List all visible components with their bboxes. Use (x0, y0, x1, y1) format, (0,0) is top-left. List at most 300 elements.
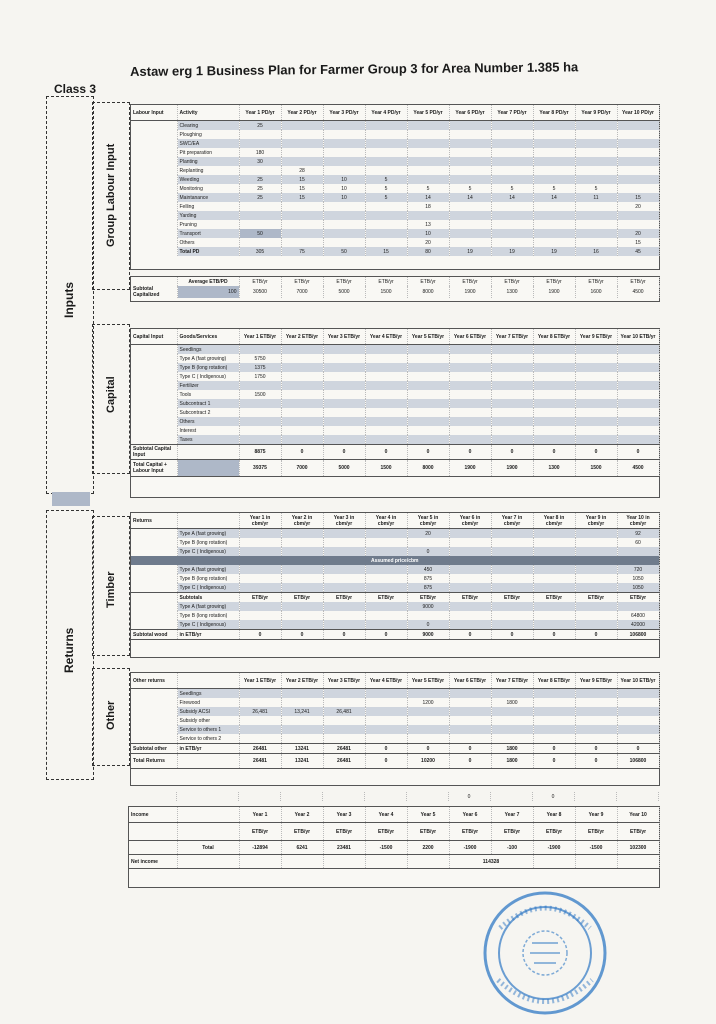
value-cell (575, 716, 617, 725)
value-cell (365, 139, 407, 148)
value-cell: 64800 (617, 611, 659, 620)
value-cell (323, 611, 365, 620)
value-cell: 720 (617, 565, 659, 574)
table-row (131, 547, 659, 556)
value-cell (533, 372, 575, 381)
unit-cell: ETB/yr (533, 823, 575, 841)
value-cell (281, 381, 323, 390)
value-cell (617, 211, 659, 220)
subtotal-cell: 0 (365, 744, 407, 754)
value-cell (323, 211, 365, 220)
value-cell (323, 381, 365, 390)
value-cell (239, 611, 281, 620)
capital-table-frame (130, 328, 660, 498)
value-cell (617, 345, 659, 355)
table-row (131, 157, 659, 166)
value-cell (281, 399, 323, 408)
value-cell (533, 725, 575, 734)
value-cell (407, 611, 449, 620)
value-cell (239, 734, 281, 744)
value-cell (533, 716, 575, 725)
value-cell: 15 (281, 193, 323, 202)
value-cell (491, 611, 533, 620)
value-cell (491, 435, 533, 445)
value-cell: 10 (323, 175, 365, 184)
value-cell (239, 130, 281, 139)
subtotal-cell: 4500 (617, 286, 659, 298)
value-cell: 1050 (617, 574, 659, 583)
value-cell (323, 725, 365, 734)
value-cell (575, 602, 617, 611)
value-cell (239, 565, 281, 574)
subtotal-cell: 0 (491, 445, 533, 460)
value-cell (491, 390, 533, 399)
value-cell (407, 390, 449, 399)
value-cell (365, 408, 407, 417)
value-cell (323, 148, 365, 157)
value-cell (491, 417, 533, 426)
value-cell (491, 547, 533, 556)
subtotal-cell: 0 (281, 445, 323, 460)
row-label: Total PD (177, 247, 239, 256)
labour-rows (131, 121, 659, 257)
average-value: 100 (177, 286, 239, 298)
value-cell: 60 (617, 538, 659, 547)
year-header: Year 1 (239, 807, 281, 823)
year-header: Year 6 ETB/yr (449, 673, 491, 689)
value-cell (365, 166, 407, 175)
total-cell: 1800 (491, 754, 533, 769)
total-cell: 8000 (407, 460, 449, 477)
value-cell (323, 139, 365, 148)
value-cell (239, 716, 281, 725)
subtotal-cell: 0 (365, 630, 407, 640)
year-header: Year 4 PD/yr (365, 105, 407, 121)
value-cell (239, 547, 281, 556)
unit-cell: ETB/yr (323, 277, 365, 286)
value-cell (365, 211, 407, 220)
value-cell: 13,241 (281, 707, 323, 716)
unit-cell: ETB/yr (575, 277, 617, 286)
table-row (131, 175, 659, 184)
table-row (131, 698, 659, 707)
value-cell (491, 725, 533, 734)
value-cell (449, 372, 491, 381)
value-cell (491, 372, 533, 381)
value-cell (365, 157, 407, 166)
value-cell (575, 345, 617, 355)
capital-header: Capital Input (131, 329, 177, 345)
year-header: Year 4 ETB/yr (365, 673, 407, 689)
value-cell (575, 121, 617, 131)
year-header: Year 8 ETB/yr (533, 329, 575, 345)
timber-volume-rows (131, 529, 659, 557)
year-header: Year 2 PD/yr (281, 105, 323, 121)
value-cell (575, 426, 617, 435)
value-cell (617, 139, 659, 148)
value-cell (323, 166, 365, 175)
value-cell (239, 538, 281, 547)
unit-cell: ETB/yr (491, 277, 533, 286)
value-cell (407, 435, 449, 445)
year-header: Year 2 ETB/yr (281, 673, 323, 689)
value-cell: 1200 (407, 698, 449, 707)
value-cell (407, 345, 449, 355)
value-cell: 15 (617, 193, 659, 202)
timber-value-rows (131, 602, 659, 630)
value-cell (575, 220, 617, 229)
value-cell (323, 408, 365, 417)
value-cell (407, 725, 449, 734)
value-cell: 875 (407, 574, 449, 583)
total-cell: 10200 (407, 754, 449, 769)
unit-cell: ETB/yr (617, 823, 659, 841)
value-cell: 0 (407, 547, 449, 556)
subtotals-label: Subtotals (177, 593, 239, 603)
value-cell (281, 220, 323, 229)
row-label: Type B (long rotation) (177, 574, 239, 583)
value-cell (533, 574, 575, 583)
average-label: Average ETB/PD (177, 277, 239, 286)
total-cell: 0 (533, 754, 575, 769)
value-cell (239, 689, 281, 699)
total-cell: 106800 (617, 754, 659, 769)
value-cell (323, 734, 365, 744)
value-cell (407, 372, 449, 381)
income-cell: 2200 (407, 841, 449, 855)
row-label: Interest (177, 426, 239, 435)
year-header: Year 5 ETB/yr (407, 329, 449, 345)
value-cell: 28 (281, 166, 323, 175)
value-cell (533, 202, 575, 211)
value-cell (365, 148, 407, 157)
value-cell (533, 175, 575, 184)
row-label: Service to others 2 (177, 734, 239, 744)
value-cell (575, 372, 617, 381)
value-cell (491, 229, 533, 238)
subtotal-cell: 0 (323, 445, 365, 460)
row-label: Type B (long rotation) (177, 611, 239, 620)
value-cell (491, 148, 533, 157)
income-table (129, 807, 660, 869)
value-cell (281, 363, 323, 372)
row-label: Subcontract 2 (177, 408, 239, 417)
value-cell (575, 435, 617, 445)
row-label: Transport (177, 229, 239, 238)
subtotal-cell: 0 (491, 630, 533, 640)
value-cell (491, 583, 533, 593)
value-cell (575, 547, 617, 556)
value-cell (281, 121, 323, 131)
unit-cell: ETB/yr (323, 593, 365, 603)
value-cell (281, 157, 323, 166)
value-cell (407, 716, 449, 725)
subtotal-cell: 8875 (239, 445, 281, 460)
value-cell (365, 220, 407, 229)
value-cell (533, 130, 575, 139)
value-cell (407, 707, 449, 716)
value-cell (281, 734, 323, 744)
year-header: Year 7 ETB/yr (491, 329, 533, 345)
income-cell: -12894 (239, 841, 281, 855)
value-cell (239, 698, 281, 707)
value-cell (365, 725, 407, 734)
year-header: Year 8 ETB/yr (533, 673, 575, 689)
value-cell (533, 611, 575, 620)
year-header: Year 3 ETB/yr (323, 673, 365, 689)
value-cell (281, 602, 323, 611)
subtotal-cell: 0 (575, 744, 617, 754)
unit-cell: ETB/yr (239, 277, 281, 286)
value-cell (365, 130, 407, 139)
value-cell (533, 620, 575, 630)
value-cell (407, 139, 449, 148)
subtotal-cell: 9000 (407, 630, 449, 640)
value-cell (365, 354, 407, 363)
value-cell (365, 202, 407, 211)
row-label: Clearing (177, 121, 239, 131)
value-cell (449, 130, 491, 139)
class-label: Class 3 (54, 82, 97, 96)
value-cell (407, 166, 449, 175)
value-cell (323, 417, 365, 426)
table-row (131, 345, 659, 355)
value-cell (533, 426, 575, 435)
value-cell: 20 (407, 529, 449, 539)
unit-cell: ETB/yr (449, 823, 491, 841)
value-cell (575, 211, 617, 220)
value-cell (407, 538, 449, 547)
value-cell (407, 363, 449, 372)
value-cell (239, 202, 281, 211)
value-cell: 5 (365, 184, 407, 193)
total-cell: 7000 (281, 460, 323, 477)
year-header: Year 10 ETB/yr (617, 329, 659, 345)
value-cell: 14 (491, 193, 533, 202)
extra-cell (238, 792, 280, 801)
value-cell (491, 354, 533, 363)
year-header: Year 3 PD/yr (323, 105, 365, 121)
total-cell: 1300 (533, 460, 575, 477)
value-cell: 5 (491, 184, 533, 193)
value-cell: 15 (281, 184, 323, 193)
value-cell (449, 408, 491, 417)
value-cell (617, 716, 659, 725)
grey-marker (52, 492, 90, 506)
value-cell (365, 345, 407, 355)
value-cell: 10 (323, 193, 365, 202)
total-cell: 0 (449, 754, 491, 769)
value-cell: 305 (239, 247, 281, 256)
value-cell (365, 229, 407, 238)
value-cell (239, 435, 281, 445)
extra-cell (364, 792, 406, 801)
value-cell (407, 689, 449, 699)
subtotal-cell: 0 (449, 744, 491, 754)
unit-cell: ETB/yr (491, 823, 533, 841)
income-cell: 102300 (617, 841, 659, 855)
value-cell (617, 399, 659, 408)
value-cell (281, 408, 323, 417)
total-returns-label: Total Returns (131, 754, 177, 769)
value-cell (449, 538, 491, 547)
value-cell (281, 148, 323, 157)
row-label: Others (177, 417, 239, 426)
page-title: Astaw erg 1 Business Plan for Farmer Group 3 for Area Number 1.385 ha (130, 59, 579, 79)
value-cell (491, 211, 533, 220)
value-cell (449, 565, 491, 574)
value-cell: 19 (491, 247, 533, 256)
unit-cell: ETB/yr (239, 593, 281, 603)
value-cell (407, 157, 449, 166)
table-row (131, 202, 659, 211)
value-cell (575, 417, 617, 426)
value-cell (323, 538, 365, 547)
extra-cell: 0 (532, 792, 574, 801)
value-cell: 15 (617, 238, 659, 247)
value-cell (239, 602, 281, 611)
table-row (131, 238, 659, 247)
value-cell (449, 363, 491, 372)
total-cell: 1500 (575, 460, 617, 477)
value-cell (365, 734, 407, 744)
value-cell (491, 381, 533, 390)
official-stamp (480, 888, 610, 1018)
value-cell (281, 435, 323, 445)
value-cell (533, 238, 575, 247)
value-cell (449, 148, 491, 157)
value-cell (323, 238, 365, 247)
table-row (131, 574, 659, 583)
value-cell (575, 538, 617, 547)
subtotal-cell: 0 (533, 630, 575, 640)
value-cell: 30 (239, 157, 281, 166)
value-cell (365, 238, 407, 247)
subtotal-other-label: Subtotal other (131, 744, 177, 754)
labour-subtotal-frame (130, 276, 660, 302)
extra-cell: 0 (448, 792, 490, 801)
value-cell (617, 707, 659, 716)
subtotal-cell: 0 (239, 630, 281, 640)
value-cell (239, 426, 281, 435)
value-cell (533, 538, 575, 547)
value-cell (533, 229, 575, 238)
value-cell (449, 620, 491, 630)
income-cell: 23481 (323, 841, 365, 855)
table-row (131, 121, 659, 131)
value-cell (449, 390, 491, 399)
value-cell: 5 (449, 184, 491, 193)
activity-header: Activity (177, 105, 239, 121)
year-header: Year 6 PD/yr (449, 105, 491, 121)
row-label: Type C ( Indigenous) (177, 620, 239, 630)
value-cell (323, 426, 365, 435)
value-cell (365, 574, 407, 583)
row-label: Maintanance (177, 193, 239, 202)
table-row (131, 211, 659, 220)
subtotal-cell: 1300 (491, 286, 533, 298)
value-cell (281, 565, 323, 574)
table-row (131, 716, 659, 725)
value-cell (575, 238, 617, 247)
value-cell (449, 354, 491, 363)
value-cell (617, 381, 659, 390)
row-label: Weeding (177, 175, 239, 184)
net-income-value: 114328 (449, 855, 533, 869)
value-cell (323, 583, 365, 593)
value-cell (449, 121, 491, 131)
value-cell (281, 716, 323, 725)
value-cell (617, 390, 659, 399)
value-cell: 26,481 (239, 707, 281, 716)
extra-cell (406, 792, 448, 801)
unit-cell: ETB/yr (449, 277, 491, 286)
year-header: Year 9 (575, 807, 617, 823)
value-cell (617, 175, 659, 184)
year-header: Year 2 (281, 807, 323, 823)
value-cell (575, 583, 617, 593)
year-header: Year 8 PD/yr (533, 105, 575, 121)
table-row (131, 707, 659, 716)
year-header: Year 10 ETB/yr (617, 673, 659, 689)
value-cell (449, 202, 491, 211)
value-cell (239, 381, 281, 390)
value-cell (239, 620, 281, 630)
row-label: Type A (fast growing) (177, 354, 239, 363)
total-cell: 39375 (239, 460, 281, 477)
value-cell (365, 399, 407, 408)
row-label: Ploughing (177, 130, 239, 139)
value-cell (449, 417, 491, 426)
value-cell (239, 238, 281, 247)
value-cell (281, 390, 323, 399)
table-row (131, 529, 659, 539)
total-cell: 26481 (239, 754, 281, 769)
value-cell: 5 (575, 184, 617, 193)
value-cell (365, 390, 407, 399)
value-cell: 14 (407, 193, 449, 202)
income-table-frame (128, 806, 660, 888)
value-cell: 1500 (239, 390, 281, 399)
income-total-label: Total (177, 841, 239, 855)
value-cell (449, 166, 491, 175)
table-row (131, 220, 659, 229)
value-cell (281, 611, 323, 620)
goods-header: Goods/Services (177, 329, 239, 345)
unit-cell: ETB/yr (407, 823, 449, 841)
table-row (131, 426, 659, 435)
year-header: Year 4 (365, 807, 407, 823)
value-cell (239, 345, 281, 355)
row-label: Type C ( Indigenous) (177, 372, 239, 381)
extra-cell (280, 792, 322, 801)
value-cell (491, 529, 533, 539)
unit-cell: ETB/yr (365, 823, 407, 841)
table-row (131, 130, 659, 139)
value-cell (281, 538, 323, 547)
value-cell (449, 725, 491, 734)
value-cell (617, 157, 659, 166)
value-cell (533, 734, 575, 744)
value-cell (449, 238, 491, 247)
year-header: Year 2 ETB/yr (281, 329, 323, 345)
unit-cell: ETB/yr (281, 593, 323, 603)
subtotal-cell: 0 (617, 744, 659, 754)
value-cell (491, 565, 533, 574)
value-cell (365, 547, 407, 556)
value-cell (533, 547, 575, 556)
total-cell: 0 (365, 754, 407, 769)
